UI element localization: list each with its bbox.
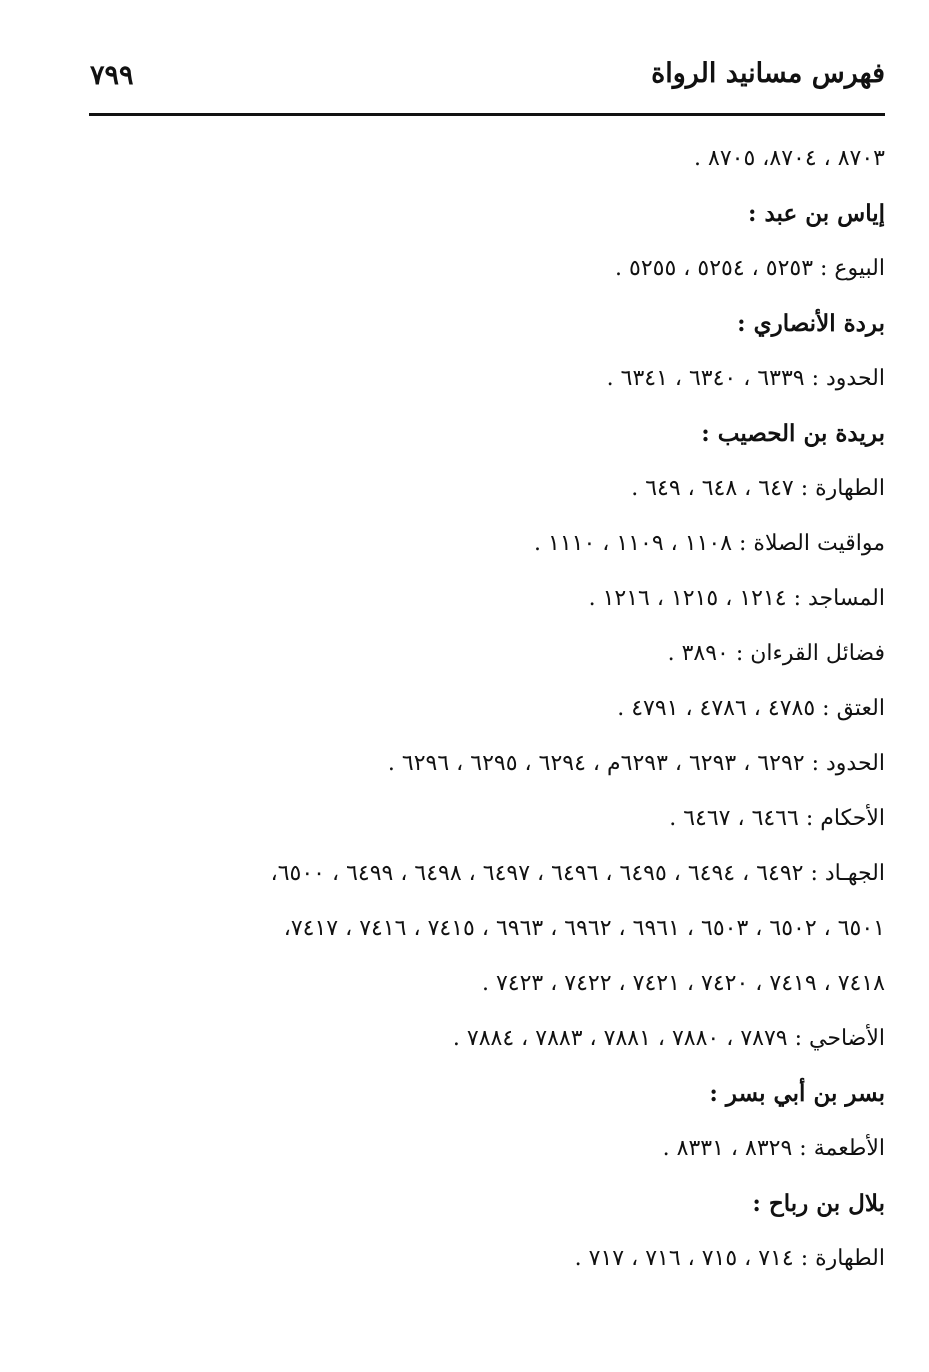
index-body (60, 131, 885, 1286)
narrator-heading: بردة الأنصاري : (737, 310, 885, 337)
narrator-heading: إياس بن عبد : (747, 200, 885, 227)
narrator-heading: بريدة بن الحصيب : (701, 420, 885, 447)
index-line: مواقيت الصلاة : ١١٠٨ ، ١١٠٩ ، ١١١٠ . (534, 531, 885, 556)
index-line: الحدود : ٦٣٣٩ ، ٦٣٤٠ ، ٦٣٤١ . (606, 366, 885, 391)
running-header-title: فهرس مسانيد الرواة (651, 58, 885, 89)
index-line: المساجد : ١٢١٤ ، ١٢١٥ ، ١٢١٦ . (588, 586, 885, 611)
index-line: ٧٤١٨ ، ٧٤١٩ ، ٧٤٢٠ ، ٧٤٢١ ، ٧٤٢٢ ، ٧٤٢٣ . (481, 971, 885, 996)
index-line: ٨٧٠٣ ، ٨٧٠٤، ٨٧٠٥ . (694, 146, 885, 171)
index-line: الأضاحي : ٧٨٧٩ ، ٧٨٨٠ ، ٧٨٨١ ، ٧٨٨٣ ، ٧٨٨٤ . (452, 1026, 885, 1051)
index-line: الأطعمة : ٨٣٢٩ ، ٨٣٣١ . (662, 1136, 885, 1161)
header-rule (89, 113, 885, 116)
index-line: الطهارة : ٦٤٧ ، ٦٤٨ ، ٦٤٩ . (631, 476, 885, 501)
index-line: الجهـاد : ٦٤٩٢ ، ٦٤٩٤ ، ٦٤٩٥ ، ٦٤٩٦ ، ٦٤٩٧ ، ٦٤٩٨ ، ٦٤٩٩ ، ٦٥٠٠، (270, 861, 885, 886)
index-line: ٦٥٠١ ، ٦٥٠٢ ، ٦٥٠٣ ، ٦٩٦١ ، ٦٩٦٢ ، ٦٩٦٣ ، ٧٤١٥ ، ٧٤١٦ ، ٧٤١٧، (283, 916, 885, 941)
index-line: البيوع : ٥٢٥٣ ، ٥٢٥٤ ، ٥٢٥٥ . (615, 256, 885, 281)
index-line: فضائل القرءان : ٣٨٩٠ . (667, 641, 885, 666)
index-line: الطهارة : ٧١٤ ، ٧١٥ ، ٧١٦ ، ٧١٧ . (574, 1246, 885, 1271)
index-line: العتق : ٤٧٨٥ ، ٤٧٨٦ ، ٤٧٩١ . (617, 696, 885, 721)
narrator-heading: بلال بن رباح : (752, 1190, 885, 1217)
index-line: الحدود : ٦٢٩٢ ، ٦٢٩٣ ، ٦٢٩٣م ، ٦٢٩٤ ، ٦٢٩٥ ، ٦٢٩٦ . (387, 751, 885, 776)
index-line: الأحكام : ٦٤٦٦ ، ٦٤٦٧ . (669, 806, 885, 831)
narrator-heading: بسر بن أبي بسر : (709, 1080, 885, 1107)
page-number: ٧٩٩ (90, 60, 134, 91)
